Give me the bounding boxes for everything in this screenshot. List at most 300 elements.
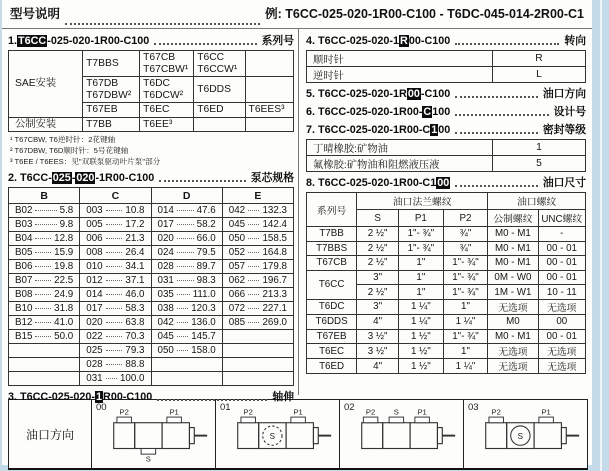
dot-leader — [106, 210, 123, 211]
dot-leader — [35, 210, 56, 211]
pump-displacement: 34.1 — [125, 261, 145, 273]
dot-leader — [35, 294, 51, 295]
mount-cell: T67DB T67DBW² — [83, 77, 140, 103]
pump-row — [9, 372, 294, 386]
section-6-header: 6. T6CC-025-020-1R00- C 100 设计号 — [306, 106, 586, 118]
port-cell: 00 - 01 — [538, 241, 585, 256]
pump-cell — [9, 274, 80, 288]
port-cell: 3" — [357, 299, 399, 314]
port-cell: 4" — [357, 359, 399, 374]
pump-displacement: 111.0 — [192, 289, 216, 301]
pump-code: B04 — [15, 233, 33, 245]
port-series-cell: T6DDS — [307, 314, 357, 329]
svg-text:S: S — [393, 407, 399, 417]
seal-row-code: 1 — [492, 140, 585, 156]
pump-cell-content — [229, 247, 287, 258]
dot-leader — [248, 224, 259, 225]
pump-code: 062 — [228, 275, 246, 287]
port-sub-header: P2 — [443, 210, 488, 227]
pump-cell — [9, 344, 80, 358]
pump-displacement: 24.9 — [54, 289, 74, 301]
section-4-header: 4. T6CC-025-020-1 R 00-C100 转向 — [306, 35, 586, 47]
pump-code: 025 — [86, 345, 103, 357]
dot-leader — [35, 322, 51, 323]
pump-cell-content — [158, 345, 216, 356]
port-row — [307, 241, 586, 256]
pump-cell — [222, 232, 293, 246]
mount-cell: T6DC T6DCW² — [140, 77, 194, 103]
pump-code: 066 — [228, 289, 246, 301]
port-series-cell: T7BBS — [307, 241, 357, 256]
dot-leader — [177, 224, 194, 225]
pump-cell — [222, 372, 293, 386]
pump-cell — [80, 288, 151, 302]
dot-leader — [106, 336, 123, 337]
svg-text:P1: P1 — [168, 407, 179, 417]
pump-diagram-02-icon — [334, 405, 470, 463]
mount-cell — [194, 117, 245, 132]
port-cell: 2 ½" — [357, 241, 399, 256]
dot-leader — [35, 224, 56, 225]
pump-cell-content — [158, 219, 216, 230]
pump-code: 031 — [86, 373, 103, 385]
section-7-header: 7. T6CC-025-020-1R00-C 1 00 密封等级 — [306, 124, 586, 136]
pump-cell-content — [158, 233, 216, 244]
pump-displacement: 227.1 — [262, 303, 287, 315]
rotation-row-code: R — [492, 51, 585, 67]
pump-cell-content — [86, 233, 144, 244]
pump-row — [9, 204, 294, 218]
port-cell: 3" — [357, 270, 399, 285]
port-row — [307, 344, 586, 359]
pump-row — [9, 232, 294, 246]
port-cell: 1"- ¾" — [399, 241, 444, 256]
pump-cell-content — [15, 317, 73, 328]
port-row — [307, 329, 586, 344]
pump-cell-content — [86, 359, 144, 370]
pump-cell — [151, 204, 222, 218]
mount-cell: T6EC — [140, 103, 194, 118]
seal-class-table — [306, 139, 586, 172]
document-paper — [2, 0, 592, 465]
dot-leader — [177, 280, 194, 281]
pump-cell-content — [15, 247, 73, 258]
dot-leader — [177, 336, 188, 337]
pump-code: 057 — [228, 261, 246, 273]
port-cell: 1"- ¾" — [443, 270, 488, 285]
pump-row — [9, 274, 294, 288]
section-3-header: 3. T6CC-025-020- 1 R00-C100 轴伸 — [8, 391, 294, 404]
dot-leader — [35, 280, 51, 281]
pump-cell — [222, 246, 293, 260]
port-series-cell: T6EC — [307, 344, 357, 359]
pump-code: B03 — [15, 219, 33, 231]
pump-displacement: 70.3 — [125, 331, 145, 343]
section-1-header — [8, 33, 294, 48]
pump-code: 014 — [157, 205, 174, 217]
mount-cell: T67EB — [83, 103, 140, 118]
dot-leader — [248, 252, 259, 253]
section-5-label: 油口方向 — [542, 88, 586, 100]
pump-cell-content — [86, 373, 144, 384]
port-cell: 3 ½" — [357, 329, 399, 344]
pump-cell — [222, 218, 293, 232]
svg-text:S: S — [145, 454, 151, 463]
pump-code: 017 — [157, 219, 174, 231]
mount-cell: T67CB T67CBW¹ — [140, 51, 194, 77]
dot-leader — [35, 252, 51, 253]
mount-cell: T6EES³ — [245, 103, 293, 118]
port-cell: 1 ½" — [399, 359, 444, 374]
pump-cell — [222, 260, 293, 274]
pump-cell-content — [229, 317, 287, 328]
footnotes — [10, 134, 294, 167]
dot-leader — [248, 210, 259, 211]
section-5-highlight: 00 — [407, 88, 420, 100]
pump-code: B05 — [15, 247, 33, 259]
pump-displacement: 26.4 — [125, 247, 145, 259]
section-2-code: 2. T6CC- — [8, 172, 52, 185]
pump-cell-content — [229, 219, 287, 230]
port-cell: 1M - W1 — [488, 285, 538, 300]
port-cell: 1 ¼" — [443, 314, 488, 329]
pump-code: 042 — [157, 317, 174, 329]
pump-cell-content — [86, 275, 144, 286]
pump-cell-content — [86, 219, 144, 230]
pump-code: 028 — [86, 359, 103, 371]
pump-diagram-03-icon — [458, 405, 594, 463]
pump-cell — [80, 274, 151, 288]
pump-code: 031 — [157, 275, 174, 287]
pump-code: 008 — [86, 247, 103, 259]
pump-code: 050 — [228, 233, 246, 245]
title-dot-leader — [65, 21, 260, 25]
pump-cell — [9, 316, 80, 330]
section-1-code-rest: -025-020-1R00-C100 — [47, 35, 150, 47]
pump-cell-content — [158, 205, 216, 216]
pump-cell — [80, 358, 151, 372]
pump-code: 024 — [157, 247, 174, 259]
pump-diagram-01-icon — [210, 405, 346, 463]
pump-cell — [151, 246, 222, 260]
dot-leader — [106, 280, 123, 281]
mount-cell — [245, 77, 293, 103]
pump-cell — [9, 288, 80, 302]
seal-row-code: 5 — [492, 156, 585, 172]
pump-code: 045 — [228, 219, 246, 231]
model-example: 例: T6CC-025-020-1R00-C100 - T6DC-045-014-2R00-C1 — [265, 7, 584, 21]
rotation-table — [306, 50, 586, 83]
dot-leader — [106, 322, 123, 323]
port-direction-cell-00 — [92, 400, 216, 468]
port-cell: 1" — [443, 344, 488, 359]
diagram-code: 01 — [220, 402, 231, 413]
pump-row — [9, 260, 294, 274]
port-cell: 10 - 11 — [538, 285, 585, 300]
pump-cell — [222, 288, 293, 302]
svg-text:P2: P2 — [243, 407, 253, 417]
pump-cell — [151, 344, 222, 358]
section-1-highlight: T6CC — [18, 35, 47, 47]
pump-code: 038 — [157, 303, 174, 315]
pump-displacement: 46.0 — [125, 289, 145, 301]
dot-leader — [177, 350, 188, 351]
pump-row — [9, 344, 294, 358]
pump-code: 035 — [157, 289, 174, 301]
port-cell: 3 ½" — [357, 344, 399, 359]
pump-cell — [80, 246, 151, 260]
rotation-row — [307, 51, 586, 67]
pump-cell — [80, 344, 151, 358]
pump-cell-content — [15, 275, 73, 286]
port-cell: 1 ¼" — [443, 359, 488, 374]
mount-cell: T7BBS — [83, 51, 140, 77]
pump-cell-content — [229, 303, 287, 314]
pump-cell-content — [86, 303, 144, 314]
pump-cell-content — [158, 289, 216, 300]
section-6-code: 6. T6CC-025-020-1R00- — [306, 106, 423, 118]
rotation-row — [307, 67, 586, 83]
pump-cell — [9, 358, 80, 372]
pump-cell-content — [15, 219, 73, 230]
pump-cell-content — [86, 205, 144, 216]
pump-cell — [222, 204, 293, 218]
page-title: 型号说明 — [10, 7, 61, 21]
pump-cell — [151, 316, 222, 330]
section-5-header: 5. T6CC-025-020-1R 00 -C100 油口方向 — [306, 88, 586, 100]
pump-displacement: 120.3 — [191, 303, 216, 315]
section-3-highlight: 1 — [96, 391, 103, 404]
port-series-cell: T67EB — [307, 329, 357, 344]
pump-code: B10 — [15, 303, 33, 315]
port-cell: 0M - W0 — [488, 270, 538, 285]
pump-row — [9, 302, 294, 316]
dot-leader — [106, 308, 123, 309]
pump-displacement: 136.0 — [191, 317, 216, 329]
port-cell: 1" — [399, 256, 444, 271]
port-cell: 无选项 — [538, 344, 585, 359]
section-5-code: 5. T6CC-025-020-1R — [306, 88, 407, 100]
pump-code: B15 — [15, 331, 33, 343]
pump-displacement: 31.8 — [54, 303, 74, 315]
pump-displacement: 10.8 — [125, 205, 145, 217]
section-2-highlight-1: 025 — [52, 172, 71, 185]
mount-row-metric — [9, 117, 294, 132]
rotation-row-code: L — [492, 67, 585, 83]
port-direction-label: 油口方向 — [9, 400, 92, 468]
mount-cell: T7BB — [83, 117, 140, 132]
dot-leader — [106, 238, 123, 239]
pump-displacement: 132.3 — [262, 205, 287, 217]
port-row — [307, 270, 586, 285]
pump-displacement: 15.9 — [54, 247, 74, 259]
pump-cell-content — [158, 303, 216, 314]
pump-cell-content — [86, 261, 144, 272]
pump-displacement: 58.2 — [196, 219, 216, 231]
section-2-label: 泵芯规格 — [250, 172, 294, 185]
svg-text:S: S — [269, 431, 275, 441]
pump-displacement: 50.0 — [54, 331, 74, 343]
pump-cell — [151, 330, 222, 344]
pump-cell-content — [86, 317, 144, 328]
dot-leader — [177, 308, 188, 309]
footnote-line: ³ T6EE / T6EES：见"双联泵驱动叶片泵"部分 — [10, 157, 161, 167]
port-cell: 00 - 01 — [538, 270, 585, 285]
pump-displacement: 79.5 — [196, 247, 216, 259]
section-8-header — [306, 175, 586, 190]
svg-text:P1: P1 — [416, 407, 427, 417]
section-5-leader — [455, 94, 538, 98]
diagram-code: 03 — [468, 402, 479, 413]
dot-leader — [106, 224, 123, 225]
pump-displacement: 213.3 — [262, 289, 287, 301]
diagram-code: 02 — [344, 402, 355, 413]
pump-displacement: 88.8 — [125, 359, 145, 371]
port-cell: 无选项 — [538, 359, 585, 374]
pump-row — [9, 358, 294, 372]
port-series-cell: T6CC — [307, 270, 357, 299]
port-cell: M0 - M1 — [488, 227, 538, 242]
pump-code: 050 — [157, 345, 174, 357]
port-cell: 1"- ¾" — [443, 256, 488, 271]
port-cell: ¾" — [443, 227, 488, 242]
port-sub-header: S — [357, 210, 399, 227]
pump-code: 072 — [228, 303, 246, 315]
pump-displacement: 164.8 — [262, 247, 287, 259]
section-8-code: 8. T6CC-025-020-1R00-C1 — [306, 177, 437, 189]
section-7-highlight: 1 — [431, 124, 438, 136]
pump-cell — [151, 218, 222, 232]
port-size-table — [306, 192, 586, 374]
pump-cell — [222, 358, 293, 372]
pump-cell — [9, 218, 80, 232]
pump-cell — [80, 260, 151, 274]
svg-text:P1: P1 — [292, 407, 303, 417]
section-4-highlight: R — [400, 35, 408, 47]
pump-displacement: 145.7 — [191, 331, 216, 343]
pump-displacement: 63.8 — [125, 317, 145, 329]
pump-cell — [9, 260, 80, 274]
pump-code: 020 — [157, 233, 174, 245]
port-series-cell: T7BB — [307, 227, 357, 242]
port-cell: 1" — [399, 270, 444, 285]
pump-col-header: E — [222, 188, 293, 204]
port-row — [307, 314, 586, 329]
section-4-label: 转向 — [564, 35, 586, 47]
mount-cell — [245, 51, 293, 77]
port-cell: 1 ½" — [399, 344, 444, 359]
dot-leader — [177, 252, 194, 253]
svg-text:S: S — [517, 431, 523, 441]
pump-cell-content — [15, 205, 73, 216]
pump-cell-content — [15, 233, 73, 244]
section-7-code: 7. T6CC-025-020-1R00-C — [306, 124, 431, 136]
pump-cell — [80, 302, 151, 316]
pump-displacement: 158.5 — [262, 233, 287, 245]
pump-cell — [151, 260, 222, 274]
seal-row-label: 丁晴橡胶:矿物油 — [307, 140, 493, 156]
dot-leader — [35, 336, 51, 337]
port-direction-cell-01 — [216, 400, 340, 468]
dot-leader — [248, 280, 259, 281]
left-column — [2, 29, 298, 404]
pump-code: 028 — [157, 261, 174, 273]
pump-code: 005 — [86, 219, 103, 231]
section-1-leader — [154, 41, 256, 45]
right-column — [298, 29, 592, 395]
pump-displacement: 89.7 — [196, 261, 216, 273]
pump-cell-content — [229, 275, 287, 286]
dot-leader — [35, 266, 51, 267]
pump-code: 003 — [86, 205, 103, 217]
mount-cell: T6CC T6CCW¹ — [194, 51, 245, 77]
port-cell: 1" — [443, 299, 488, 314]
pump-cell-content — [15, 261, 73, 272]
pump-cell — [151, 372, 222, 386]
svg-text:P2: P2 — [365, 407, 375, 417]
pump-cell-content — [15, 289, 73, 300]
port-group-flange: 油口法兰螺纹 — [357, 193, 488, 210]
port-cell: M0 — [488, 314, 538, 329]
scan-edge — [600, 0, 602, 471]
pump-cell-content — [86, 289, 144, 300]
pump-code: 042 — [228, 205, 246, 217]
pump-displacement: 142.4 — [262, 219, 287, 231]
pump-cell-content — [229, 233, 287, 244]
pump-displacement: 22.5 — [54, 275, 74, 287]
pump-displacement: 41.0 — [54, 317, 74, 329]
pump-displacement: 100.0 — [119, 373, 145, 385]
pump-row — [9, 330, 294, 344]
dot-leader — [248, 294, 259, 295]
port-sub-header: P1 — [399, 210, 444, 227]
pump-cell — [80, 372, 151, 386]
pump-cell-content — [86, 247, 144, 258]
pump-cell — [80, 204, 151, 218]
section-3-label: 轴伸 — [272, 391, 294, 404]
pump-code: 010 — [86, 261, 103, 273]
dot-leader — [177, 266, 194, 267]
port-cell: 1"- ¾" — [443, 329, 488, 344]
port-sub-header: 公制螺纹 — [488, 210, 538, 227]
pump-row — [9, 316, 294, 330]
mount-cell — [245, 117, 293, 132]
pump-cell — [9, 246, 80, 260]
dot-leader — [106, 294, 123, 295]
pump-displacement: 196.7 — [262, 275, 287, 287]
pump-displacement: 19.8 — [54, 261, 74, 273]
pump-cell — [151, 232, 222, 246]
pump-cell — [80, 316, 151, 330]
pump-code: 052 — [228, 247, 246, 259]
pump-displacement: 17.2 — [125, 219, 145, 231]
pump-cell-content — [229, 261, 287, 272]
pump-cell — [222, 330, 293, 344]
port-cell: 00 - 01 — [538, 329, 585, 344]
section-2-highlight-2: 020 — [76, 172, 95, 185]
pump-cell-content — [15, 303, 73, 314]
pump-displacement: 37.1 — [125, 275, 145, 287]
section-2-leader — [159, 178, 246, 182]
dot-leader — [248, 238, 259, 239]
dot-leader — [177, 238, 194, 239]
pump-cartridge-table — [8, 187, 294, 386]
pump-displacement: 269.0 — [262, 317, 287, 329]
port-direction-cell-02 — [340, 400, 464, 468]
pump-cell — [222, 344, 293, 358]
seal-row — [307, 140, 586, 156]
port-row — [307, 256, 586, 271]
